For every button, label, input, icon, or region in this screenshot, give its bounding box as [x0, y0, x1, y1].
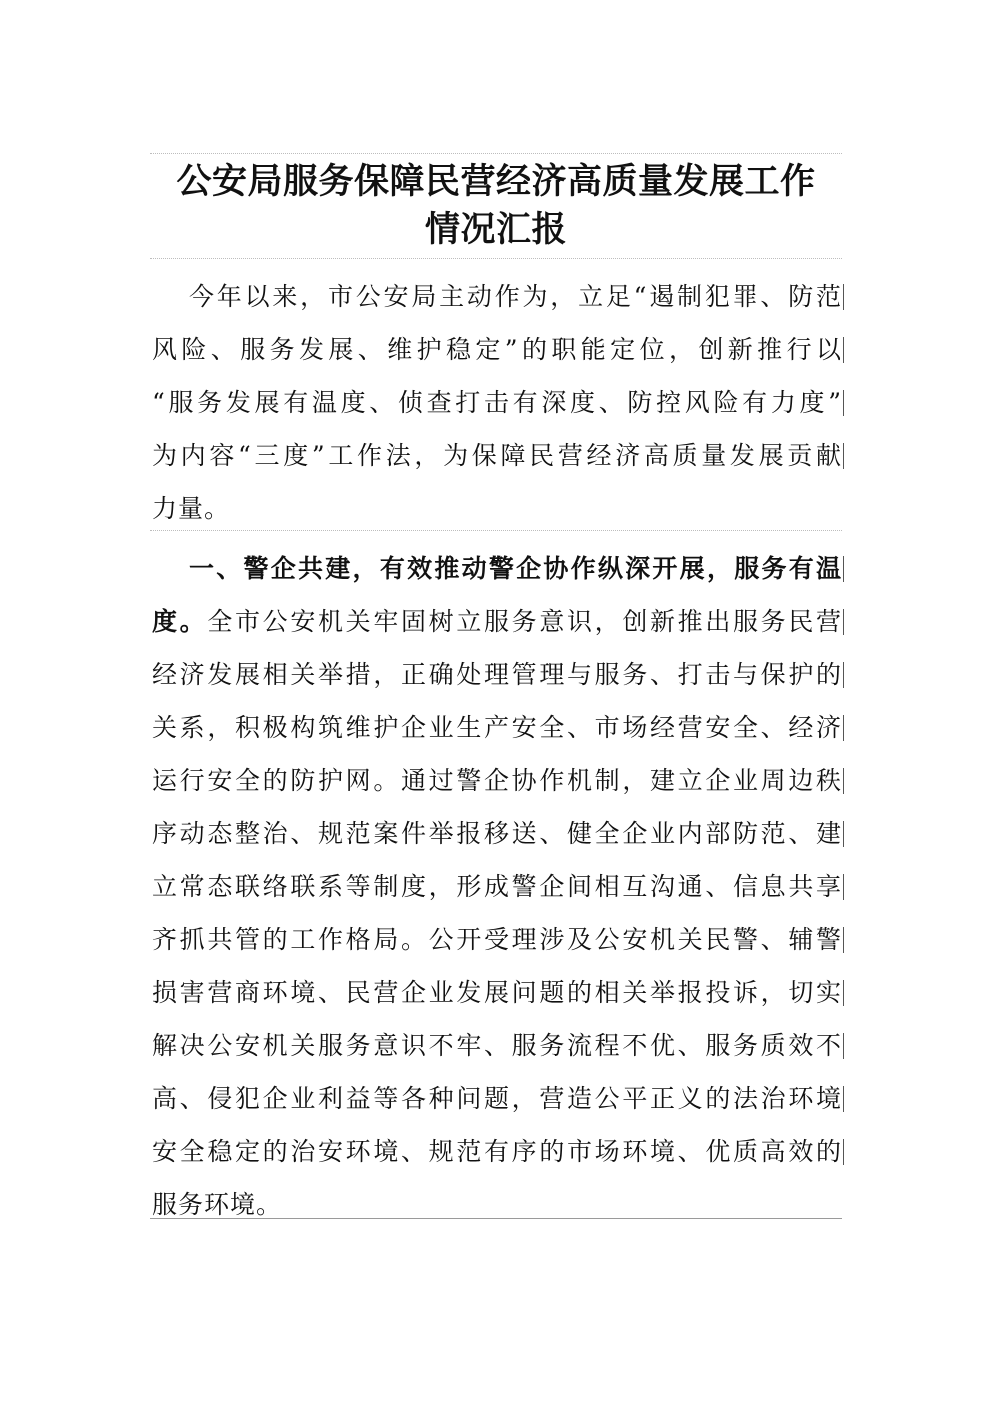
- text-boundary-mark: [843, 337, 844, 363]
- text-boundary-mark: [843, 1139, 844, 1165]
- intro-line: “服务发展有温度、侦查打击有深度、防控风险有力度”: [152, 388, 842, 417]
- intro-line: 力量。: [152, 494, 231, 523]
- text-boundary-mark: [843, 821, 844, 847]
- section-1-mixed-line: [152, 595, 842, 648]
- section-1-body-start: 全市公安机关牢固树立服务意识，创新推出服务民营: [207, 607, 842, 636]
- section-1-bottom-rule: [150, 1218, 842, 1219]
- text-boundary-mark: [843, 284, 844, 310]
- section-1-body-line: 高、侵犯企业利益等各种问题，营造公平正义的法治环境: [152, 1084, 842, 1113]
- text-boundary-mark: [843, 390, 844, 416]
- intro-line: 今年以来，市公安局主动作为，立足“遏制犯罪、防范: [189, 282, 842, 311]
- text-boundary-mark: [843, 874, 844, 900]
- text-boundary-mark: [843, 609, 844, 635]
- title-bottom-rule: [150, 258, 842, 259]
- section-1-heading-end: 度。: [152, 607, 208, 636]
- section-1-body-line: 齐抓共管的工作格局。公开受理涉及公安机关民警、辅警: [152, 925, 842, 954]
- section-1-body-line: 序动态整治、规范案件举报移送、健全企业内部防范、建: [152, 819, 842, 848]
- section-1-body-line: 安全稳定的治安环境、规范有序的市场环境、优质高效的: [152, 1137, 842, 1166]
- text-boundary-mark: [843, 768, 844, 794]
- section-1-body-line: 立常态联络联系等制度，形成警企间相互沟通、信息共享: [152, 872, 842, 901]
- text-boundary-mark: [843, 927, 844, 953]
- title-top-rule: [150, 153, 842, 154]
- section-1-body-line: 解决公安机关服务意识不牢、服务流程不优、服务质效不: [152, 1031, 842, 1060]
- section-1-body-line: 经济发展相关举措，正确处理管理与服务、打击与保护的: [152, 660, 842, 689]
- text-boundary-mark: [843, 980, 844, 1006]
- intro-paragraph: [152, 270, 842, 535]
- section-1-body-line: 运行安全的防护网。通过警企协作机制，建立企业周边秩: [152, 766, 842, 795]
- section-1-body-line: 关系，积极构筑维护企业生产安全、市场经营安全、经济: [152, 713, 842, 742]
- intro-line: 为内容“三度”工作法，为保障民营经济高质量发展贡献: [152, 441, 842, 470]
- title-line-1: 公安局服务保障民营经济高质量发展工作: [176, 161, 816, 202]
- text-boundary-mark: [843, 662, 844, 688]
- intro-line: 风险、服务发展、维护稳定”的职能定位，创新推行以: [152, 335, 842, 364]
- text-boundary-mark: [843, 1033, 844, 1059]
- text-boundary-mark: [843, 715, 844, 741]
- title-line-2: 情况汇报: [424, 209, 567, 250]
- text-boundary-mark: [843, 1086, 844, 1112]
- section-1-body-line: 服务环境。: [152, 1190, 283, 1219]
- text-boundary-mark: [843, 556, 844, 582]
- section-1-paragraph: [152, 542, 842, 1231]
- document-title: [150, 158, 842, 254]
- text-boundary-mark: [843, 443, 844, 469]
- section-1-heading-line: 一、警企共建，有效推动警企协作纵深开展，服务有温: [189, 554, 842, 583]
- intro-bottom-rule: [150, 530, 842, 531]
- section-1-body-line: 损害营商环境、民营企业发展问题的相关举报投诉，切实: [152, 978, 842, 1007]
